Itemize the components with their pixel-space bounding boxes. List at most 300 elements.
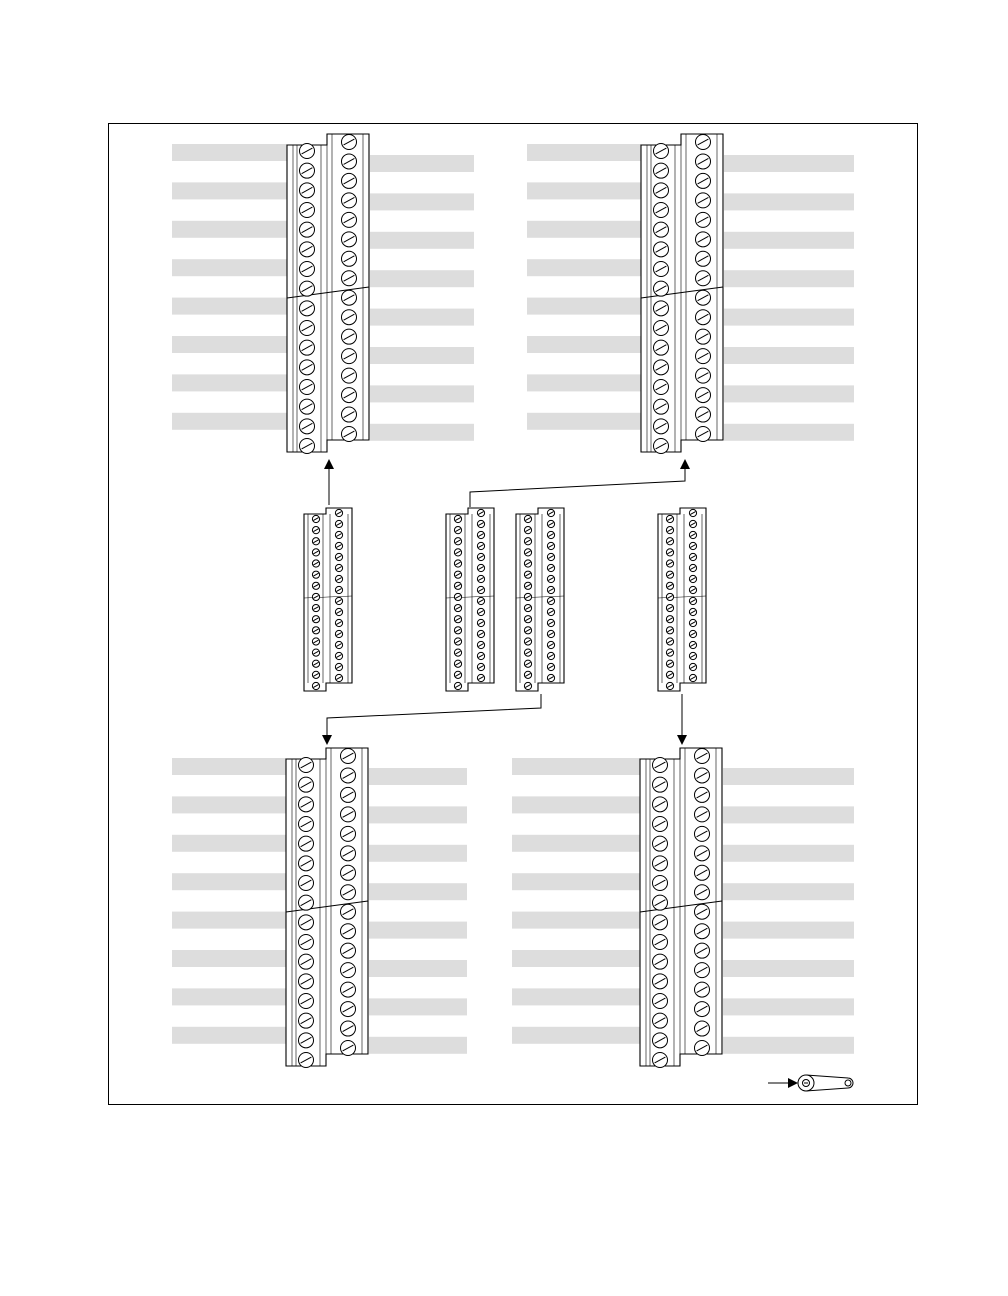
label-bar-left xyxy=(512,912,640,929)
label-bar-right xyxy=(723,922,854,939)
screw-terminal xyxy=(341,1041,356,1056)
screw-terminal xyxy=(477,586,484,593)
screw-terminal xyxy=(299,1013,314,1028)
screw-terminal xyxy=(477,630,484,637)
screw-terminal xyxy=(312,627,319,634)
screw-terminal xyxy=(653,777,668,792)
screw-terminal xyxy=(689,608,696,615)
label-bar-right xyxy=(370,385,474,402)
screw-terminal xyxy=(666,593,673,600)
screw-terminal xyxy=(696,310,711,325)
screw-terminal xyxy=(695,943,710,958)
screw-terminal xyxy=(689,520,696,527)
screw-terminal xyxy=(341,963,356,978)
screw-terminal xyxy=(342,290,357,305)
screw-terminal xyxy=(696,388,711,403)
screw-terminal xyxy=(299,994,314,1009)
label-bar-right xyxy=(369,960,467,977)
screw-terminal xyxy=(454,538,461,545)
screw-terminal xyxy=(666,616,673,623)
screw-terminal xyxy=(300,163,315,178)
label-bar-right xyxy=(723,998,854,1015)
screw-terminal xyxy=(695,1021,710,1036)
screw-terminal xyxy=(696,135,711,150)
screw-terminal xyxy=(454,682,461,689)
screw-terminal xyxy=(653,935,668,950)
screw-terminal xyxy=(300,439,315,454)
label-bar-right xyxy=(724,424,854,441)
screw-terminal xyxy=(695,924,710,939)
screw-terminal xyxy=(666,660,673,667)
screw-terminal xyxy=(696,212,711,227)
screw-terminal xyxy=(300,399,315,414)
screw-terminal xyxy=(547,575,554,582)
screw-terminal xyxy=(524,660,531,667)
screw-terminal xyxy=(335,619,342,626)
label-bar-right xyxy=(369,845,467,862)
screw-terminal xyxy=(654,301,669,316)
screw-terminal xyxy=(299,974,314,989)
screw-terminal xyxy=(312,527,319,534)
screw-terminal xyxy=(454,660,461,667)
screw-terminal xyxy=(454,549,461,556)
label-bar-left xyxy=(172,835,286,852)
screw-terminal xyxy=(335,531,342,538)
screw-terminal xyxy=(454,616,461,623)
screw-terminal xyxy=(454,593,461,600)
screw-terminal xyxy=(696,427,711,442)
screw-terminal xyxy=(654,183,669,198)
screw-terminal xyxy=(335,520,342,527)
screw-terminal xyxy=(547,553,554,560)
screw-terminal xyxy=(477,531,484,538)
screw-terminal xyxy=(689,630,696,637)
screw-terminal xyxy=(666,638,673,645)
screw-terminal xyxy=(335,652,342,659)
screw-terminal xyxy=(300,262,315,277)
label-bar-right xyxy=(723,845,854,862)
label-bar-right xyxy=(724,155,854,172)
screw-terminal xyxy=(342,212,357,227)
label-bar-left xyxy=(172,1027,286,1044)
label-bar-right xyxy=(370,232,474,249)
screw-terminal xyxy=(696,349,711,364)
screw-terminal xyxy=(695,768,710,783)
label-bar-right xyxy=(370,155,474,172)
label-bar-right xyxy=(370,309,474,326)
screw-terminal xyxy=(335,641,342,648)
label-bar-right xyxy=(724,193,854,210)
screw-terminal xyxy=(524,627,531,634)
screw-terminal xyxy=(342,173,357,188)
screw-terminal xyxy=(695,826,710,841)
screw-terminal xyxy=(524,649,531,656)
screw-terminal xyxy=(654,144,669,159)
screw-terminal xyxy=(689,663,696,670)
screw-terminal xyxy=(666,649,673,656)
label-bar-right xyxy=(723,960,854,977)
screw-terminal xyxy=(335,586,342,593)
screw-terminal xyxy=(524,682,531,689)
label-bar-left xyxy=(512,758,640,775)
screw-terminal xyxy=(299,1033,314,1048)
screw-terminal xyxy=(689,509,696,516)
screw-terminal xyxy=(547,674,554,681)
screw-terminal xyxy=(300,281,315,296)
screw-terminal xyxy=(299,758,314,773)
screw-terminal xyxy=(300,301,315,316)
screw-terminal xyxy=(653,856,668,871)
label-bar-right xyxy=(723,1037,854,1054)
screw-terminal xyxy=(653,758,668,773)
screw-terminal xyxy=(547,542,554,549)
screw-terminal xyxy=(547,619,554,626)
screw-terminal xyxy=(341,826,356,841)
screw-terminal xyxy=(666,515,673,522)
label-bar-right xyxy=(369,998,467,1015)
screw-terminal xyxy=(666,527,673,534)
label-bar-left xyxy=(512,950,640,967)
screw-terminal xyxy=(695,1041,710,1056)
screw-terminal xyxy=(477,597,484,604)
screw-terminal xyxy=(454,627,461,634)
screw-terminal xyxy=(695,963,710,978)
label-bar-right xyxy=(724,270,854,287)
label-bar-right xyxy=(370,424,474,441)
label-bar-right xyxy=(370,347,474,364)
screw-terminal xyxy=(654,380,669,395)
screw-terminal xyxy=(300,321,315,336)
screw-terminal xyxy=(689,674,696,681)
label-bar-left xyxy=(172,221,287,238)
screw-terminal xyxy=(695,846,710,861)
screw-terminal xyxy=(300,183,315,198)
screw-terminal xyxy=(335,575,342,582)
screw-terminal xyxy=(341,768,356,783)
screw-terminal xyxy=(477,520,484,527)
label-bar-left xyxy=(512,873,640,890)
screw-terminal xyxy=(342,232,357,247)
screw-terminal xyxy=(312,593,319,600)
screw-terminal xyxy=(654,242,669,257)
screw-terminal xyxy=(696,173,711,188)
screw-terminal xyxy=(524,671,531,678)
label-bar-left xyxy=(172,374,287,391)
screw-terminal xyxy=(653,895,668,910)
screw-terminal xyxy=(299,895,314,910)
screw-terminal xyxy=(653,1053,668,1068)
screw-terminal xyxy=(299,777,314,792)
screw-terminal xyxy=(696,271,711,286)
screw-terminal xyxy=(342,388,357,403)
screw-terminal xyxy=(341,1021,356,1036)
screw-terminal xyxy=(299,817,314,832)
screw-terminal xyxy=(654,281,669,296)
module-body xyxy=(446,508,494,691)
screw-terminal xyxy=(653,817,668,832)
screw-terminal xyxy=(335,542,342,549)
screw-terminal xyxy=(312,616,319,623)
screw-terminal xyxy=(477,509,484,516)
screw-terminal xyxy=(299,856,314,871)
screw-terminal xyxy=(341,807,356,822)
screw-terminal xyxy=(666,538,673,545)
screw-terminal xyxy=(312,649,319,656)
screw-terminal xyxy=(342,407,357,422)
label-bar-left xyxy=(172,873,286,890)
screw-terminal xyxy=(695,982,710,997)
screw-terminal xyxy=(299,915,314,930)
screw-terminal xyxy=(654,222,669,237)
screw-terminal xyxy=(335,597,342,604)
screw-terminal xyxy=(696,368,711,383)
screw-terminal xyxy=(454,560,461,567)
screw-terminal xyxy=(300,144,315,159)
screw-terminal xyxy=(695,807,710,822)
screw-terminal xyxy=(696,154,711,169)
screw-terminal xyxy=(689,597,696,604)
screw-terminal xyxy=(342,349,357,364)
screw-terminal xyxy=(653,836,668,851)
screw-terminal xyxy=(299,954,314,969)
label-bar-right xyxy=(369,922,467,939)
screw-terminal xyxy=(342,310,357,325)
screw-terminal xyxy=(312,560,319,567)
screw-terminal xyxy=(547,597,554,604)
screw-terminal xyxy=(335,608,342,615)
screw-terminal xyxy=(689,575,696,582)
screw-terminal xyxy=(547,641,554,648)
screw-terminal xyxy=(477,619,484,626)
screw-terminal xyxy=(300,340,315,355)
screw-terminal xyxy=(312,515,319,522)
screw-terminal xyxy=(341,924,356,939)
screw-terminal xyxy=(477,641,484,648)
screw-terminal xyxy=(341,1002,356,1017)
label-bar-left xyxy=(527,259,641,276)
screw-terminal xyxy=(477,564,484,571)
screw-terminal xyxy=(312,682,319,689)
screw-terminal xyxy=(653,954,668,969)
screw-terminal xyxy=(666,682,673,689)
screw-terminal xyxy=(454,638,461,645)
module-body xyxy=(658,508,706,691)
screw-terminal xyxy=(342,329,357,344)
label-bar-left xyxy=(172,988,286,1005)
screw-terminal xyxy=(477,553,484,560)
screw-terminal xyxy=(696,232,711,247)
screw-terminal xyxy=(341,846,356,861)
screw-terminal xyxy=(689,542,696,549)
screw-terminal xyxy=(312,582,319,589)
screw-terminal xyxy=(342,271,357,286)
screw-terminal xyxy=(312,604,319,611)
label-bar-right xyxy=(370,193,474,210)
screw-terminal xyxy=(689,641,696,648)
screw-terminal xyxy=(653,994,668,1009)
screw-terminal xyxy=(666,671,673,678)
screw-terminal xyxy=(695,1002,710,1017)
screw-terminal xyxy=(341,982,356,997)
screw-terminal xyxy=(524,538,531,545)
label-bar-left xyxy=(527,144,641,161)
screw-terminal xyxy=(654,262,669,277)
label-bar-left xyxy=(172,413,287,430)
label-bar-left xyxy=(527,336,641,353)
screw-terminal xyxy=(335,553,342,560)
screw-terminal xyxy=(689,564,696,571)
screw-terminal xyxy=(477,575,484,582)
screw-terminal xyxy=(300,419,315,434)
screw-terminal xyxy=(547,531,554,538)
screw-terminal xyxy=(654,399,669,414)
screw-terminal xyxy=(654,321,669,336)
label-bar-left xyxy=(512,988,640,1005)
screw-terminal xyxy=(477,542,484,549)
screw-terminal xyxy=(299,935,314,950)
screw-terminal xyxy=(342,251,357,266)
screw-terminal xyxy=(299,836,314,851)
label-bar-right xyxy=(369,883,467,900)
screw-terminal xyxy=(666,571,673,578)
screw-terminal xyxy=(666,627,673,634)
screw-terminal xyxy=(312,638,319,645)
label-bar-left xyxy=(527,298,641,315)
label-bar-left xyxy=(527,221,641,238)
screw-terminal xyxy=(653,1033,668,1048)
terminal-module-module-1 xyxy=(304,508,352,691)
screw-terminal xyxy=(335,509,342,516)
label-bar-left xyxy=(172,182,287,199)
label-bar-left xyxy=(172,259,287,276)
screw-terminal xyxy=(524,560,531,567)
screw-terminal xyxy=(477,663,484,670)
screw-terminal xyxy=(696,193,711,208)
label-bar-right xyxy=(369,768,467,785)
screw-terminal xyxy=(454,671,461,678)
screw-terminal xyxy=(341,749,356,764)
screw-terminal xyxy=(547,652,554,659)
screw-terminal xyxy=(477,674,484,681)
label-bar-left xyxy=(512,835,640,852)
module-body xyxy=(304,508,352,691)
screw-terminal xyxy=(654,360,669,375)
screw-terminal xyxy=(341,904,356,919)
screw-terminal xyxy=(654,163,669,178)
screw-terminal xyxy=(342,135,357,150)
screw-terminal xyxy=(547,564,554,571)
label-bar-left xyxy=(172,336,287,353)
screw-terminal xyxy=(454,649,461,656)
terminal-module-module-3 xyxy=(516,508,564,691)
screw-terminal xyxy=(695,885,710,900)
screw-terminal xyxy=(689,652,696,659)
screw-terminal xyxy=(547,520,554,527)
screw-terminal xyxy=(299,1053,314,1068)
label-bar-right xyxy=(723,806,854,823)
screw-terminal xyxy=(300,380,315,395)
screw-terminal xyxy=(524,571,531,578)
screw-terminal xyxy=(299,797,314,812)
label-bar-left xyxy=(172,758,286,775)
screw-terminal xyxy=(299,876,314,891)
screw-terminal xyxy=(654,340,669,355)
label-bar-left xyxy=(527,182,641,199)
screw-terminal xyxy=(341,885,356,900)
screw-terminal xyxy=(689,531,696,538)
screw-terminal xyxy=(342,154,357,169)
screw-terminal xyxy=(524,604,531,611)
label-bar-left xyxy=(527,374,641,391)
screw-terminal xyxy=(341,943,356,958)
screw-terminal xyxy=(547,586,554,593)
screw-terminal xyxy=(666,582,673,589)
label-bar-left xyxy=(172,950,286,967)
screw-terminal xyxy=(689,586,696,593)
screw-terminal xyxy=(695,904,710,919)
label-bar-right xyxy=(724,309,854,326)
screw-terminal xyxy=(696,329,711,344)
screw-terminal xyxy=(300,242,315,257)
screw-terminal xyxy=(335,630,342,637)
screw-terminal xyxy=(312,660,319,667)
screw-terminal xyxy=(689,619,696,626)
screw-terminal xyxy=(312,549,319,556)
screw-terminal xyxy=(342,368,357,383)
screw-terminal xyxy=(547,663,554,670)
screw-terminal xyxy=(335,663,342,670)
screw-terminal xyxy=(342,427,357,442)
label-bar-right xyxy=(723,768,854,785)
screw-terminal xyxy=(524,515,531,522)
label-bar-left xyxy=(172,298,287,315)
screw-terminal xyxy=(696,251,711,266)
label-bar-left xyxy=(172,144,287,161)
screw-terminal xyxy=(653,1013,668,1028)
label-bar-left xyxy=(512,1027,640,1044)
label-bar-right xyxy=(370,270,474,287)
screw-terminal xyxy=(454,604,461,611)
label-bar-left xyxy=(512,796,640,813)
label-bar-left xyxy=(527,413,641,430)
screw-terminal xyxy=(300,203,315,218)
label-bar-right xyxy=(369,1037,467,1054)
screw-terminal xyxy=(335,564,342,571)
label-bar-right xyxy=(724,232,854,249)
screw-terminal xyxy=(653,876,668,891)
screw-terminal xyxy=(454,515,461,522)
screw-terminal xyxy=(341,865,356,880)
screw-terminal xyxy=(547,630,554,637)
screw-terminal xyxy=(454,571,461,578)
terminal-module-module-4 xyxy=(658,508,706,691)
module-body xyxy=(516,508,564,691)
screw-terminal xyxy=(695,749,710,764)
screw-terminal xyxy=(695,787,710,802)
label-bar-right xyxy=(724,385,854,402)
screw-terminal xyxy=(696,290,711,305)
screw-terminal xyxy=(547,608,554,615)
screw-terminal xyxy=(524,549,531,556)
label-bar-right xyxy=(369,806,467,823)
screw-terminal xyxy=(666,549,673,556)
screw-terminal xyxy=(524,527,531,534)
screw-terminal xyxy=(695,865,710,880)
screw-terminal xyxy=(654,439,669,454)
screw-terminal xyxy=(666,604,673,611)
screw-terminal xyxy=(312,538,319,545)
label-bar-right xyxy=(724,347,854,364)
